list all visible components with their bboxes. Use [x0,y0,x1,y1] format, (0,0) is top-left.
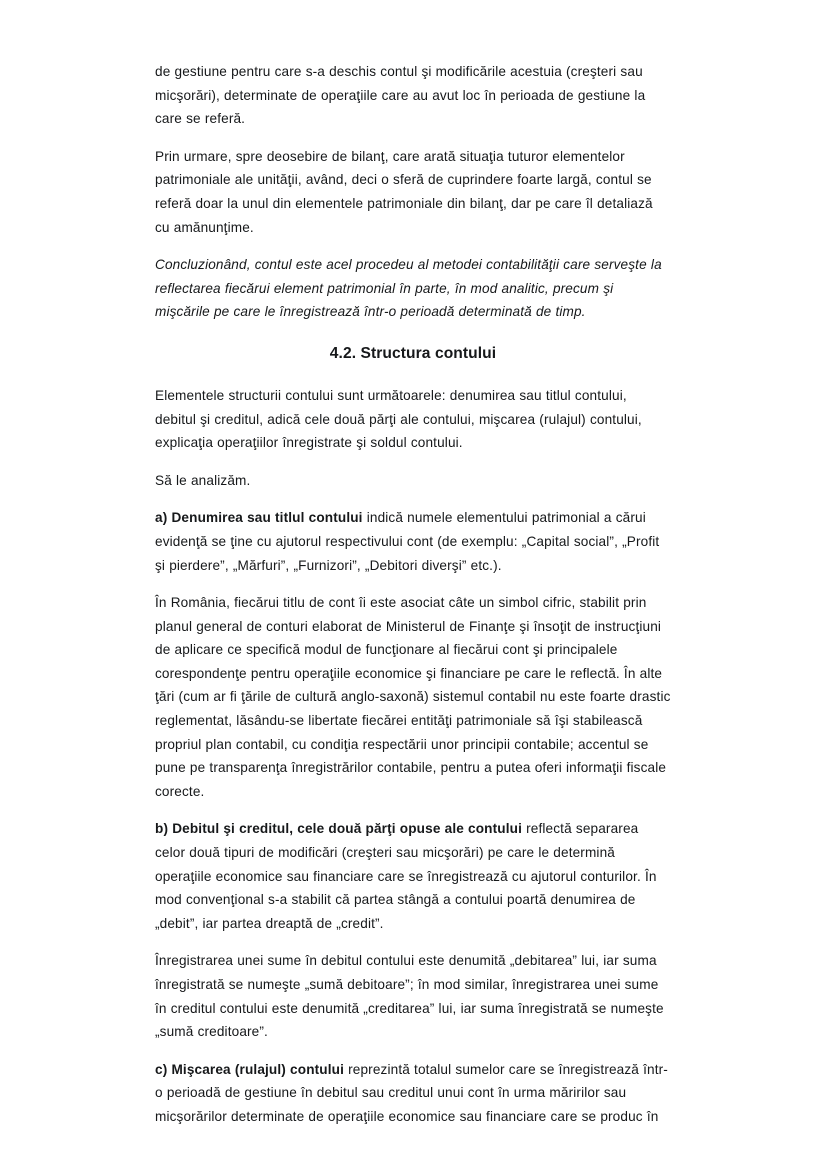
paragraph-elementele-structurii: Elementele structurii contului sunt următoarele: denumirea sau titlul contului, debitul şi creditul, adică cele două părţi ale contului, mişcarea (rulajul) contului, explicaţia operaţiilor înregistrate şi soldul contului. [155,387,642,451]
paragraph-item-b-body: reflectă separarea celor două tipuri de modificări (creşteri sau micşorări) pe care le determină operaţiile economice sau financiare care se înregistrează cu ajutorul conturilor. În mod convenţional s-a stabilit că partea stângă a contului poartă denumirea de „debit”, iar partea dreaptă de „credit”. [155,821,657,931]
paragraph-prin-urmare: Prin urmare, spre deosebire de bilanţ, care arată situaţia tuturor elementelor patrimoniale ale unităţii, având, deci o sferă de cuprindere foarte largă, contul se referă doar la unul din elementele patrimoniale din bilanţ, dar pe care îl detaliază cu amănunţime. [155,148,653,235]
lead-in-label-c: c) Mişcarea (rulajul) contului [155,1061,344,1077]
paragraph-item-b-debitul-creditul [155,817,671,935]
paragraph-concluzionand-italic: Concluzionând, contul este acel procedeu al metodei contabilităţii care serveşte la reflectarea fiecărui element patrimonial în parte, în mod analitic, precum şi mişcările pe care le înregistrează într-o perioadă determinată de timp. [155,257,662,320]
paragraph-sa-le-analizam: Să le analizăm. [155,472,251,488]
paragraph-item-c-miscarea-rulajul [155,1058,671,1129]
lead-in-label-a: a) Denumirea sau titlul contului [155,510,363,526]
section-heading-4-2: 4.2. Structura contului [329,344,497,362]
lead-in-label-b: b) Debitul şi creditul, cele două părţi opuse ale contului [155,821,522,837]
document-text-column [155,60,671,1129]
paragraph-continuation-gestiune: de gestiune pentru care s-a deschis contul şi modificările acestuia (creşteri sau micşorări), determinate de operaţiile care au avut loc în perioada de gestiune la care se referă. [155,64,646,127]
paragraph-item-a-body: indică numele elementului patrimonial a cărui evidenţă se ţine cu ajutorul respectivului cont (de exemplu: „Capital social”, „Profit şi pierdere”, „Mărfuri”, „Furnizori”, „Debitori diverşi” etc.). [155,510,660,573]
paragraph-item-c-body: reprezintă totalul sumelor care se înregistrează într-o perioadă de gestiune în debitul sau creditul unui cont în urma măririlor sau micşorărilor determinate de operaţiile economice sau financiare care se produc în [155,1061,668,1124]
paragraph-in-romania: În România, fiecărui titlu de cont îi este asociat câte un simbol cifric, stabilit prin planul general de conturi elaborat de Ministerul de Finanţe şi însoţit de instrucţiuni de aplicare ce specifică modul de funcţionare al fiecărui cont şi principalele corespondenţe pentru operaţiile economice şi financiare pe care le reflectă. În alte ţări (cum ar fi ţările de cultură anglo-saxonă) sistemul contabil nu este foarte drastic reglementat, lăsându-se libertate fiecărei entităţi patrimoniale să îşi stabilească propriul plan contabil, cu condiţia respectării unor principii contabile; accentul se pune pe transparenţa înregistrărilor contabile, pentru a putea oferi informaţii fiscale corecte. [155,595,671,799]
paragraph-inregistrarea-unei-sume: Înregistrarea unei sume în debitul contului este denumită „debitarea” lui, iar suma înregistrată se numeşte „sumă debitoare”; în mod similar, înregistrarea unei sume în creditul contului este denumită „creditarea” lui, iar suma înregistrată se numeşte „sumă creditoare”. [155,953,664,1040]
paragraph-item-a-denumirea [155,506,671,577]
